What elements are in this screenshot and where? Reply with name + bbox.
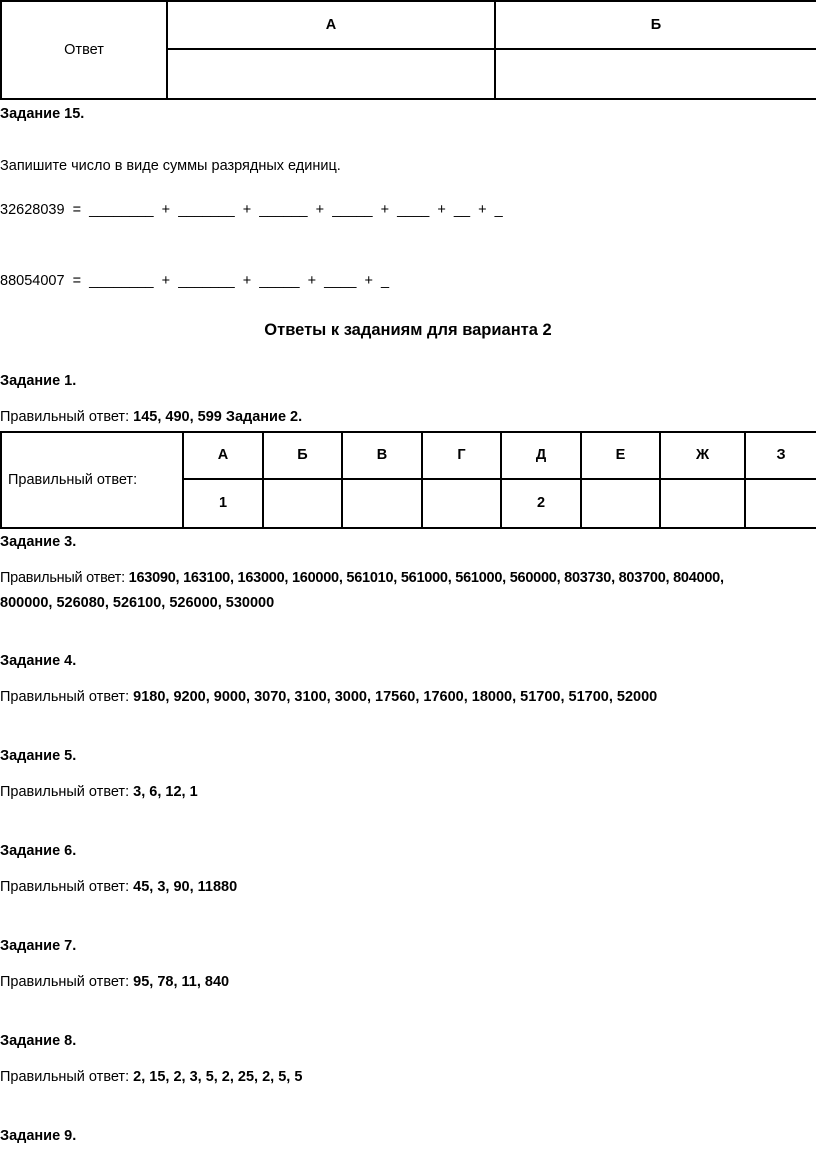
a2-col-3: В — [342, 432, 422, 479]
a2-val-1: 1 — [183, 479, 263, 528]
answer-col-b: Б — [495, 1, 816, 49]
answer-col-a: А — [167, 1, 495, 49]
a6-label: Правильный ответ: — [0, 879, 134, 895]
a9-title: Задание 9. — [0, 1128, 77, 1144]
a3-value-2: 800000, 526080, 526100, 526000, 530000 — [0, 595, 275, 611]
a2-col-4: Г — [422, 432, 501, 479]
a8-answer — [0, 1068, 302, 1086]
a2-col-1: А — [183, 432, 263, 479]
a2-val-2 — [263, 479, 342, 528]
a2-col-7: Ж — [660, 432, 745, 479]
a5-label: Правильный ответ: — [0, 784, 134, 800]
a2-col-5: Д — [501, 432, 581, 479]
a4-value: 9180, 9200, 9000, 3070, 3100, 3000, 17560, 17600, 18000, 51700, 51700, 52000 — [133, 689, 658, 705]
task15-line2: 88054007 = ________ + _______ + _____ + ____ + _ — [0, 273, 390, 289]
a2-val-8 — [745, 479, 816, 528]
a8-label: Правильный ответ: — [0, 1069, 134, 1085]
a8-title: Задание 8. — [0, 1033, 77, 1049]
a2-col-2: Б — [263, 432, 342, 479]
a1-title: Задание 1. — [0, 373, 77, 389]
a4-title: Задание 4. — [0, 653, 77, 669]
a4-answer — [0, 688, 657, 706]
a2-col-8: З — [745, 432, 816, 479]
answer-label-cell: Ответ — [1, 1, 167, 99]
a7-answer — [0, 973, 229, 991]
a6-value: 45, 3, 90, 11880 — [133, 879, 238, 895]
a5-title: Задание 5. — [0, 748, 77, 764]
answer-input-a[interactable] — [167, 49, 495, 99]
a4-label: Правильный ответ: — [0, 689, 134, 705]
task15-instruction: Запишите число в виде суммы разрядных единиц. — [0, 158, 341, 174]
a2-val-7 — [660, 479, 745, 528]
a2-val-6 — [581, 479, 660, 528]
a3-value: 163090, 163100, 163000, 160000, 561010, 561000, 561000, 560000, 803730, 803700, 804000, — [128, 570, 724, 586]
task15-title: Задание 15. — [0, 106, 85, 122]
a3-answer — [0, 569, 724, 587]
a3-title: Задание 3. — [0, 534, 77, 550]
a1-label: Правильный ответ: — [0, 409, 134, 425]
a2-col-6: Е — [581, 432, 660, 479]
a1-answer — [0, 408, 302, 426]
a2-val-5: 2 — [501, 479, 581, 528]
a7-label: Правильный ответ: — [0, 974, 134, 990]
a8-value: 2, 15, 2, 3, 5, 2, 25, 2, 5, 5 — [133, 1069, 303, 1085]
a1-value: 145, 490, 599 Задание 2. — [133, 409, 303, 425]
a3-label: Правильный ответ: — [0, 570, 129, 586]
a5-answer — [0, 783, 198, 801]
answer-table-top — [0, 0, 816, 100]
answers-heading: Ответы к заданиям для варианта 2 — [264, 321, 552, 339]
task15-line1: 32628039 = ________ + _______ + ______ + _____ + ____ + __ + _ — [0, 202, 503, 218]
a6-answer — [0, 878, 237, 896]
a2-val-3 — [342, 479, 422, 528]
a6-title: Задание 6. — [0, 843, 77, 859]
answer-input-b[interactable] — [495, 49, 816, 99]
a5-value: 3, 6, 12, 1 — [133, 784, 198, 800]
a2-label-cell: Правильный ответ: — [1, 432, 183, 528]
a7-title: Задание 7. — [0, 938, 77, 954]
answer-table-2 — [0, 431, 816, 529]
a2-val-4 — [422, 479, 501, 528]
a7-value: 95, 78, 11, 840 — [133, 974, 230, 990]
